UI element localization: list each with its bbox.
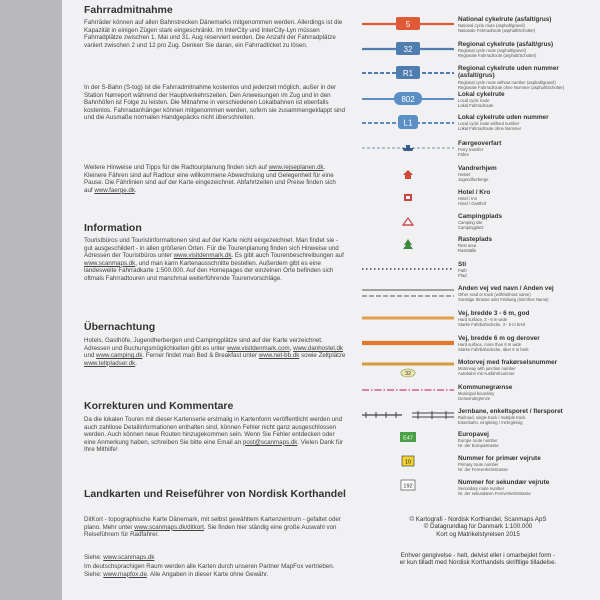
legend-sublabel-en: Local cycle route without number (458, 121, 520, 127)
ferry-icon (362, 140, 454, 160)
legend-sublabel-de: Regionale Fahrradroute (asphalt/Schotter) (458, 53, 537, 59)
legend-sublabel-en: Hard surface, 3 - 6 m wide (458, 317, 508, 323)
legend-regional-route-unnumbered (362, 65, 594, 90)
legend-label: Vandrerhjem (458, 165, 497, 172)
paragraph-accommodation: Hotels, Gasthöfe, Jugendherbergen und Campingplätze sind auf der Karte verzeichnet. Adressen und Buchungsmöglichkeiten gibt es unter www.visitdenmark.com, www.danhostel.dk und www.camping.dk. Ferner findet man Bed & Breakfast unter www.net-bb.dk sowie Zeltplätze www.teltpladser.dk. (84, 337, 346, 367)
legend-railroad (362, 408, 594, 428)
paragraph-mapfox: Im deutschsprachigen Raum werden alle Karten durch unseren Partner MapFox vertrieben. Siehe: www.mapfox.de. Alle Angaben in dieser Karte ohne Gewähr. (84, 563, 335, 578)
link-teltpladser[interactable]: www.teltpladser.dk (84, 359, 136, 367)
legend-label: Jernbane, enkeltsporet / flersporet (458, 408, 563, 415)
paragraph-tips: Weitere Hinweise und Tipps für die Radtourplanung finden sich auf www.rejseplanen.dk. Kleinere Fähren sind auf Radtour eine willkommene Abwechslung und Gelegenheit für eine Pause. Die Fährlinien sind auf der Karte eingezeichnet. Abfahrtzeiten und Preise finden sich auf www.faerge.dk. (84, 164, 336, 194)
legend-label: Lokal cykelrute (458, 91, 505, 98)
legend-sublabel-de: Nr. der Europastrasse (458, 443, 499, 449)
legend-sublabel-en: Regional cycle route (asphalt/gravel) (458, 48, 526, 54)
legend-sublabel-de: Gemeindegrenze (458, 396, 491, 402)
legend-label: Regional cykelrute uden nummer (asfalt/grus) (458, 65, 559, 80)
camping-icon (362, 213, 454, 233)
legend-municipal-boundary (362, 384, 594, 404)
municipal-boundary-symbol (362, 384, 454, 404)
local-unnumbered-symbol (362, 114, 454, 134)
badge-e47: E47 (403, 435, 413, 442)
road-6m-symbol (362, 335, 454, 355)
legend-sublabel-en: Europe route number (458, 438, 498, 444)
legend-sublabel-en: Regional cycle route without number (asphalt/gravel) (458, 79, 556, 85)
section-title-bike-transport: Fahrradmitnahme (84, 4, 173, 16)
legend-sublabel-en: Camping site (458, 220, 483, 226)
paragraph-information: Touristbüros und Touristinformationen sind auf der Karte nicht eingezeichnet. Man findet sie - gut ausgeschildert - in allen größeren Orten. Für die Tourenplanung finden sich Hinweise und Adressen der Touristbüros unter www.visitdenmark.dk. Es gibt auch Tourenbeschreibungen auf www.scanmaps.dk, und man kann Kartenausschnitte bestellen. Außerdem gibt es eine landesweite Fahrradkarte 1:500.000. Auf den Homepages der einzelnen Orte befinden sich oftmals Fahrradtouren und manchmal weiterführende Tourenvorschläge. (84, 237, 344, 282)
legend-sublabel-en: Rest area (458, 243, 477, 249)
legend-sublabel-en: National cycle route (asphalt/gravel) (458, 23, 525, 29)
legend-sublabel-de: Nationale Fahrradroute (asphalt/Schotter) (458, 28, 536, 34)
legend-sublabel-en: Path (458, 268, 467, 274)
badge-national: 5 (405, 20, 411, 29)
other-road-symbol (362, 285, 454, 305)
legend-label: National cykelrute (asfalt/grus) (458, 16, 552, 23)
info-text-column (84, 0, 346, 600)
legend-label: Hotel / Kro (458, 189, 491, 196)
paragraph-s-train: In der S-Bahn (S-tog) ist die Fahrradmitnahme kostenlos und jederzeit möglich, außer in der Station Nørreport während der Hauptverkehrszeiten. Den Anweisungen im Zug und in den Bahnhöfen ist Folge zu leisten. Die Mitnahme in verschiedenen Lokalbahnen ist ebenfalls kostenlos. Fahrradanhänger können mitgenommen werden, sofern sie zusammengeklappt sind und die Ausmaße normalen Handgepäcks nicht überschreiten. (84, 84, 346, 122)
legend-sublabel-en: Primary route number (458, 462, 499, 468)
legend-local-route (362, 91, 594, 111)
badge-l1: L1 (403, 118, 413, 128)
badge-10: 10 (404, 459, 412, 466)
reproduction-notice (362, 552, 594, 567)
legend-label: Europavej (458, 431, 489, 438)
legend-national-route (362, 16, 594, 36)
local-route-symbol (362, 91, 454, 111)
link-faerge[interactable]: www.faerge.dk (94, 186, 135, 194)
legend-camping (362, 213, 594, 233)
paragraph-corrections: Da die lokalen Touren mit dieser Kartenserie erstmalig in Kartenform veröffentlicht werden und auch zahllose Detailinformationen enthalten sind, können Fehler nicht ganz ausgeschlossen werden. Auch können neue Routen hinzugekommen sein. Wenn Sie Fehler entdecken oder eine Anmerkung haben, schreiben Sie bitte eine Email an post@scanmaps.dk. Vielen Dank für Ihre Mithilfe! (84, 416, 343, 454)
legend-label: Rasteplads (458, 236, 493, 243)
legend-label: Vej, bredde 3 - 6 m, god (458, 310, 530, 317)
legend-sublabel-en: Hard surface, more than 6 m wide (458, 342, 522, 348)
legend-label: Sti (458, 261, 467, 268)
legend-europe-route (362, 431, 594, 451)
notice-line-1: Enhver gengivelse - helt, delvist eller i omarbejdet form - (400, 552, 556, 559)
hotel-icon (362, 189, 454, 209)
legend-sublabel-de: Hotel / Gasthof (458, 201, 486, 207)
legend-label: Vej, bredde 6 m og derover (458, 335, 540, 342)
legend-sublabel-de: Eisenbahn, eingleisig / mehrgleisig (458, 420, 523, 426)
legend-sublabel-en: Hostel (458, 172, 470, 178)
legend-label: Anden vej ved navn / Anden vej (458, 285, 554, 292)
legend-sublabel-de: Sonstige Strasse oder Feldweg (mit/ohne Name) (458, 297, 549, 303)
section-title-corrections: Korrekturen und Kommentare (84, 400, 234, 412)
europe-route-badge (362, 431, 454, 451)
legend-sublabel-de: Nr. der sekundären Fernverkehrstrasse (458, 491, 531, 497)
road-3-6m-symbol (362, 310, 454, 330)
link-ditkort[interactable]: www.scanmaps.dk/ditkort (134, 523, 205, 531)
paragraph-see: Siehe: www.scanmaps.dk (84, 554, 155, 561)
national-route-symbol (362, 16, 454, 36)
paragraph-ditkort: DitKort - topographische Karte Dänemark, mit selbst gewähltem Kartenzentrum - gefaltet oder plano. Mehr unter www.scanmaps.dk/ditkort. Sie finden hier ständig eine große Auswahl von Reiseführern für Radfahrer. (84, 516, 341, 539)
link-visitdenmark-com[interactable]: www.visitdenmark.com (226, 344, 290, 352)
legend-sublabel-en: Hotel / Inn (458, 196, 478, 202)
legend-sublabel-en: Secondary route number (458, 486, 505, 492)
link-email[interactable]: post@scanmaps.dk (242, 438, 298, 446)
paragraph-bike-transport: Fahrräder können auf allen Bahnstrecken Dänemarks mitgenommen werden. Allerdings ist die Kapazität in einigen Zügen stark eingeschränkt. Im InterCity und InterCity-Lyn müssen Fahrradplätze zwischen 1. Mai und 31. Aug reserviert werden. Die Anzahl der Fahrradplätze variiert zwischen 2 und 12 pro Zug. Denken Sie daran, ein Fahrradticket zu lösen. (84, 19, 343, 49)
legend-road-6m (362, 335, 594, 355)
legend-sublabel-de: Lokal Fahrradroute ohne Nummer (458, 126, 522, 132)
legend-label: Regional cykelrute (asfalt/grus) (458, 41, 554, 48)
legend-secondary-route (362, 479, 594, 499)
legend-sublabel-de: Pfad (458, 273, 467, 279)
badge-192: 192 (403, 483, 413, 490)
legend-label: Campingplads (458, 213, 503, 220)
legend-sublabel-de: Jugendherberge (458, 177, 489, 183)
link-visitdenmark[interactable]: www.visitdenmark.dk (173, 252, 232, 260)
link-net-bb[interactable]: www.net-bb.dk (258, 352, 300, 360)
section-title-information: Information (84, 222, 142, 234)
copyright-line-3: Kort og Matrikelstyrelsen 2015 (436, 530, 520, 538)
legend-sublabel-en: Railroad, single track / multiple track (458, 415, 526, 421)
path-symbol (362, 261, 454, 281)
link-scanmaps[interactable]: www.scanmaps.dk (84, 259, 136, 267)
legend-regional-route (362, 41, 594, 61)
copyright-block (362, 516, 594, 538)
legend-sublabel-de: Starke Fahrbahndecke, über 6 m breit (458, 347, 529, 353)
rest-area-icon (362, 236, 454, 256)
legend-path (362, 261, 594, 281)
secondary-route-badge (362, 479, 454, 499)
legend-sublabel-en: Ferry transfer (458, 147, 484, 153)
badge-regional: 32 (403, 45, 413, 54)
badge-motorway: 32 (404, 371, 412, 377)
legend-sublabel-de: Autobahn mit Ausfahrtnummer (458, 371, 515, 377)
map-legend-page (62, 0, 600, 600)
legend-label: Nummer for primær vejrute (458, 455, 541, 462)
legend-label: Lokal cykelrute uden nummer (458, 114, 549, 121)
primary-route-badge (362, 455, 454, 475)
regional-unnumbered-symbol (362, 65, 454, 85)
legend-other-road (362, 285, 594, 305)
legend-primary-route (362, 455, 594, 475)
legend-hostel (362, 165, 594, 185)
legend-sublabel-de: Regionale Fahrradroute ohne Nummer (asphalt/Schotter) (458, 84, 565, 90)
link-camping[interactable]: www.camping.dk (96, 352, 143, 360)
section-title-accommodation: Übernachtung (84, 321, 156, 333)
legend-sublabel-de: Lokal Fahrradroute (458, 103, 494, 109)
legend-sublabel-en: Municipal boundary (458, 391, 495, 397)
link-danhostel[interactable]: www.danhostel.dk (293, 344, 343, 352)
legend-ferry (362, 140, 594, 160)
legend-sublabel-de: Fähre (458, 152, 469, 158)
legend-sublabel-en: Other road or track (with/without name) (458, 292, 531, 298)
legend-motorway (362, 359, 594, 379)
legend-sublabel-de: Nr. der Fernverkehrstrasse (458, 467, 508, 473)
legend-local-route-unnumbered (362, 114, 594, 134)
legend-sublabel-en: Local cycle route (458, 98, 490, 104)
legend-sublabel-de: Campingplatz (458, 225, 484, 231)
legend-label: Nummer for sekundær vejrute (458, 479, 550, 486)
link-mapfox[interactable]: www.mapfox.de (103, 570, 147, 578)
legend-road-3-6m (362, 310, 594, 330)
section-title-maps-guides: Landkarten und Reiseführer von Nordisk Korthandel (84, 488, 346, 500)
legend-label: Færgeoverfart (458, 140, 502, 147)
link-rejseplanen[interactable]: www.rejseplanen.dk (268, 164, 324, 171)
notice-line-2: er kun tilladt med Nordisk Korthandels skriftlige tilladelse. (399, 559, 557, 567)
regional-route-symbol (362, 41, 454, 61)
motorway-symbol (362, 359, 454, 379)
legend-hotel (362, 189, 594, 209)
legend-label: Motorvej med frakørselsnummer (458, 359, 558, 366)
hostel-icon (362, 165, 454, 185)
legend-rest-area (362, 236, 594, 256)
legend-label: Kommunegrænse (458, 384, 513, 391)
badge-local: 802 (401, 95, 415, 104)
legend-sublabel-de: Rastställe (458, 248, 477, 254)
copyright-line-2: © Datagrundlag for Danmark 1:100.000 (423, 523, 533, 531)
legend-sublabel-de: Starke Fahrbahndecke, 3 - 6 m breit (458, 322, 526, 328)
badge-r1: R1 (402, 69, 414, 78)
link-scanmaps-2[interactable]: www.scanmaps.dk (103, 554, 155, 561)
legend-sublabel-en: Motorway with junction number (458, 366, 516, 372)
railroad-symbol (362, 408, 454, 428)
legend-column (362, 0, 594, 600)
copyright-line-1: © Kartografi - Nordisk Korthandel, Scanmaps ApS (409, 516, 547, 523)
